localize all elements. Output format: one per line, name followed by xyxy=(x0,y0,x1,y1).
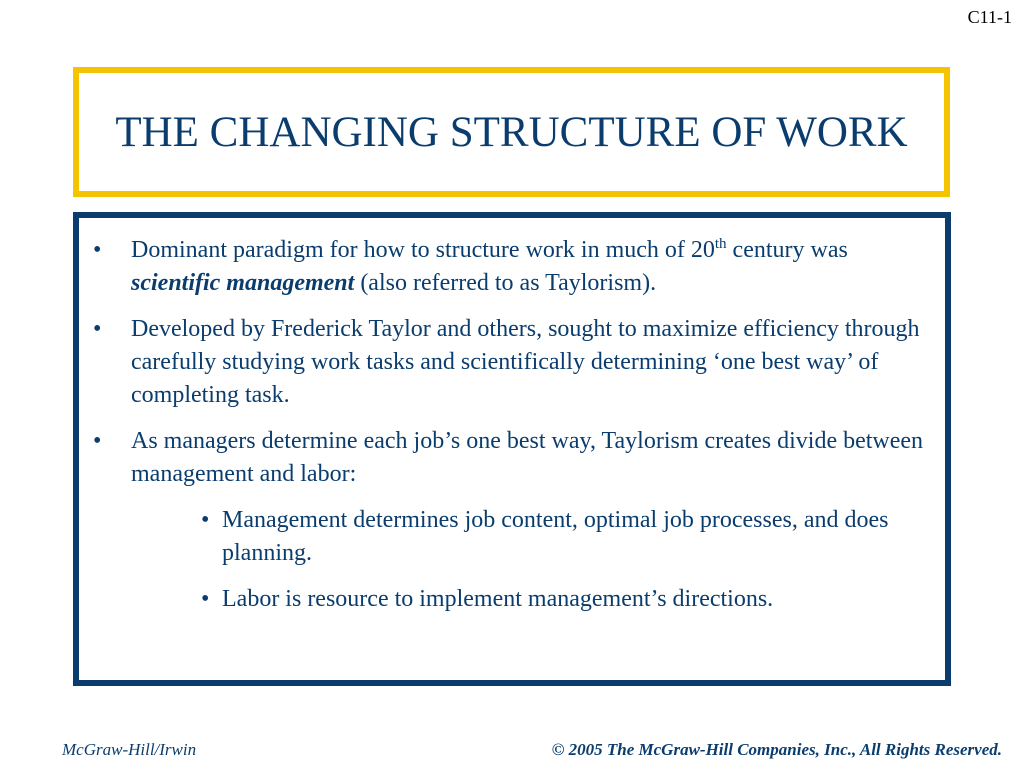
slide-title: THE CHANGING STRUCTURE OF WORK xyxy=(115,108,908,156)
bullet-text: century was xyxy=(726,237,848,263)
sub-bullet-item xyxy=(131,504,931,570)
bullet-icon: • xyxy=(93,428,102,454)
bullet-text: (also referred to as Taylorism). xyxy=(354,270,657,296)
bullet-list xyxy=(91,234,931,629)
bullet-icon: • xyxy=(201,586,210,612)
bullet-icon: • xyxy=(201,507,210,533)
emphasis-term: scientific management xyxy=(131,270,355,296)
bullet-text: Dominant paradigm for how to structure work in much of 20 xyxy=(131,237,715,263)
sub-bullet-text: Management determines job content, optimal job processes, and does planning. xyxy=(222,507,889,566)
bullet-item xyxy=(91,234,931,300)
superscript: th xyxy=(714,236,727,252)
bullet-text: Developed by Frederick Taylor and others, sought to maximize efficiency through carefully studying work tasks and scientifically determining ‘one best way’ of completing task. xyxy=(131,316,920,408)
sub-bullet-text: Labor is resource to implement management’s directions. xyxy=(222,586,774,612)
title-box xyxy=(73,67,950,197)
footer-publisher: McGraw-Hill/Irwin xyxy=(62,740,197,759)
footer-copyright: © 2005 The McGraw-Hill Companies, Inc., All Rights Reserved. xyxy=(551,740,1002,759)
slide-number: C11-1 xyxy=(967,7,1012,27)
bullet-icon: • xyxy=(93,316,102,342)
bullet-icon: • xyxy=(93,237,102,263)
bullet-item xyxy=(91,425,931,616)
bullet-text: As managers determine each job’s one best way, Taylorism creates divide between management and labor: xyxy=(131,428,924,487)
bullet-item xyxy=(91,313,931,412)
sub-bullet-item xyxy=(131,583,931,616)
content-box xyxy=(73,212,951,686)
sub-bullet-list xyxy=(131,504,931,616)
